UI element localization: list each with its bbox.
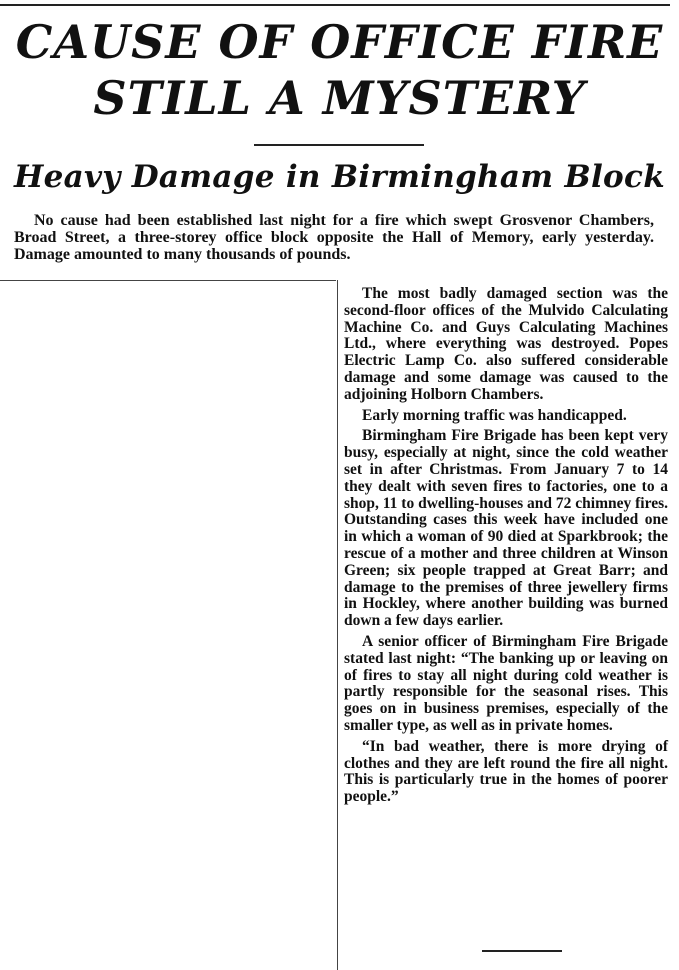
- body-paragraph-traffic: Early morning traffic was handicapped.: [362, 406, 627, 424]
- headline-divider: [254, 144, 424, 146]
- column-divider-horizontal: [0, 280, 336, 281]
- body-paragraph-senior-officer: A senior officer of Birmingham Fire Brigade stated last night: “The banking up or leaving on of fires to stay all night during cold weather is partly responsible for the seasonal rises. This goes on in business premises, especially of the smaller type, as well as in private homes.: [344, 632, 668, 734]
- body-paragraph-damage: The most badly damaged section was the second-floor offices of the Mulvido Calculating Machine Co. and Guys Calculating Machines Ltd., where everything was destroyed. Popes Electric Lamp Co. also suffered considerable damage and some damage was caused to the adjoining Holborn Chambers.: [344, 285, 668, 403]
- end-rule: [482, 950, 562, 952]
- top-rule: [0, 4, 670, 6]
- article-body-column: [344, 286, 668, 810]
- headline-line-1: CAUSE OF OFFICE FIRE: [15, 15, 664, 69]
- body-paragraph-quote: “In bad weather, there is more drying of clothes and they are left round the fire all night. This is particularly true in the homes of poorer people.”: [344, 737, 668, 806]
- headline: [0, 14, 679, 126]
- body-paragraph-fire-brigade: Birmingham Fire Brigade has been kept very busy, especially at night, since the cold weather set in after Christmas. From January 7 to 14 they dealt with seven fires to factories, one to a shop, 11 to dwelling-houses and 72 chimney fires. Outstanding cases this week have included one in which a woman of 90 died at Sparkbrook; the rescue of a mother and three children at Winson Green; six people trapped at Great Barr; and damage to the premises of three jewellery firms in Hockley, where another building was burned down a few days earlier.: [344, 427, 668, 630]
- subheadline: Heavy Damage in Birmingham Block: [13, 159, 665, 195]
- column-divider-vertical: [337, 280, 338, 970]
- lead-paragraph: No cause had been established last night for a fire which swept Grosvenor Chambers, Broad Street, a three-storey office block opposite the Hall of Memory, early yesterday. Damage amounted to many thousands of pounds.: [14, 212, 654, 263]
- headline-line-2: STILL A MYSTERY: [93, 71, 586, 125]
